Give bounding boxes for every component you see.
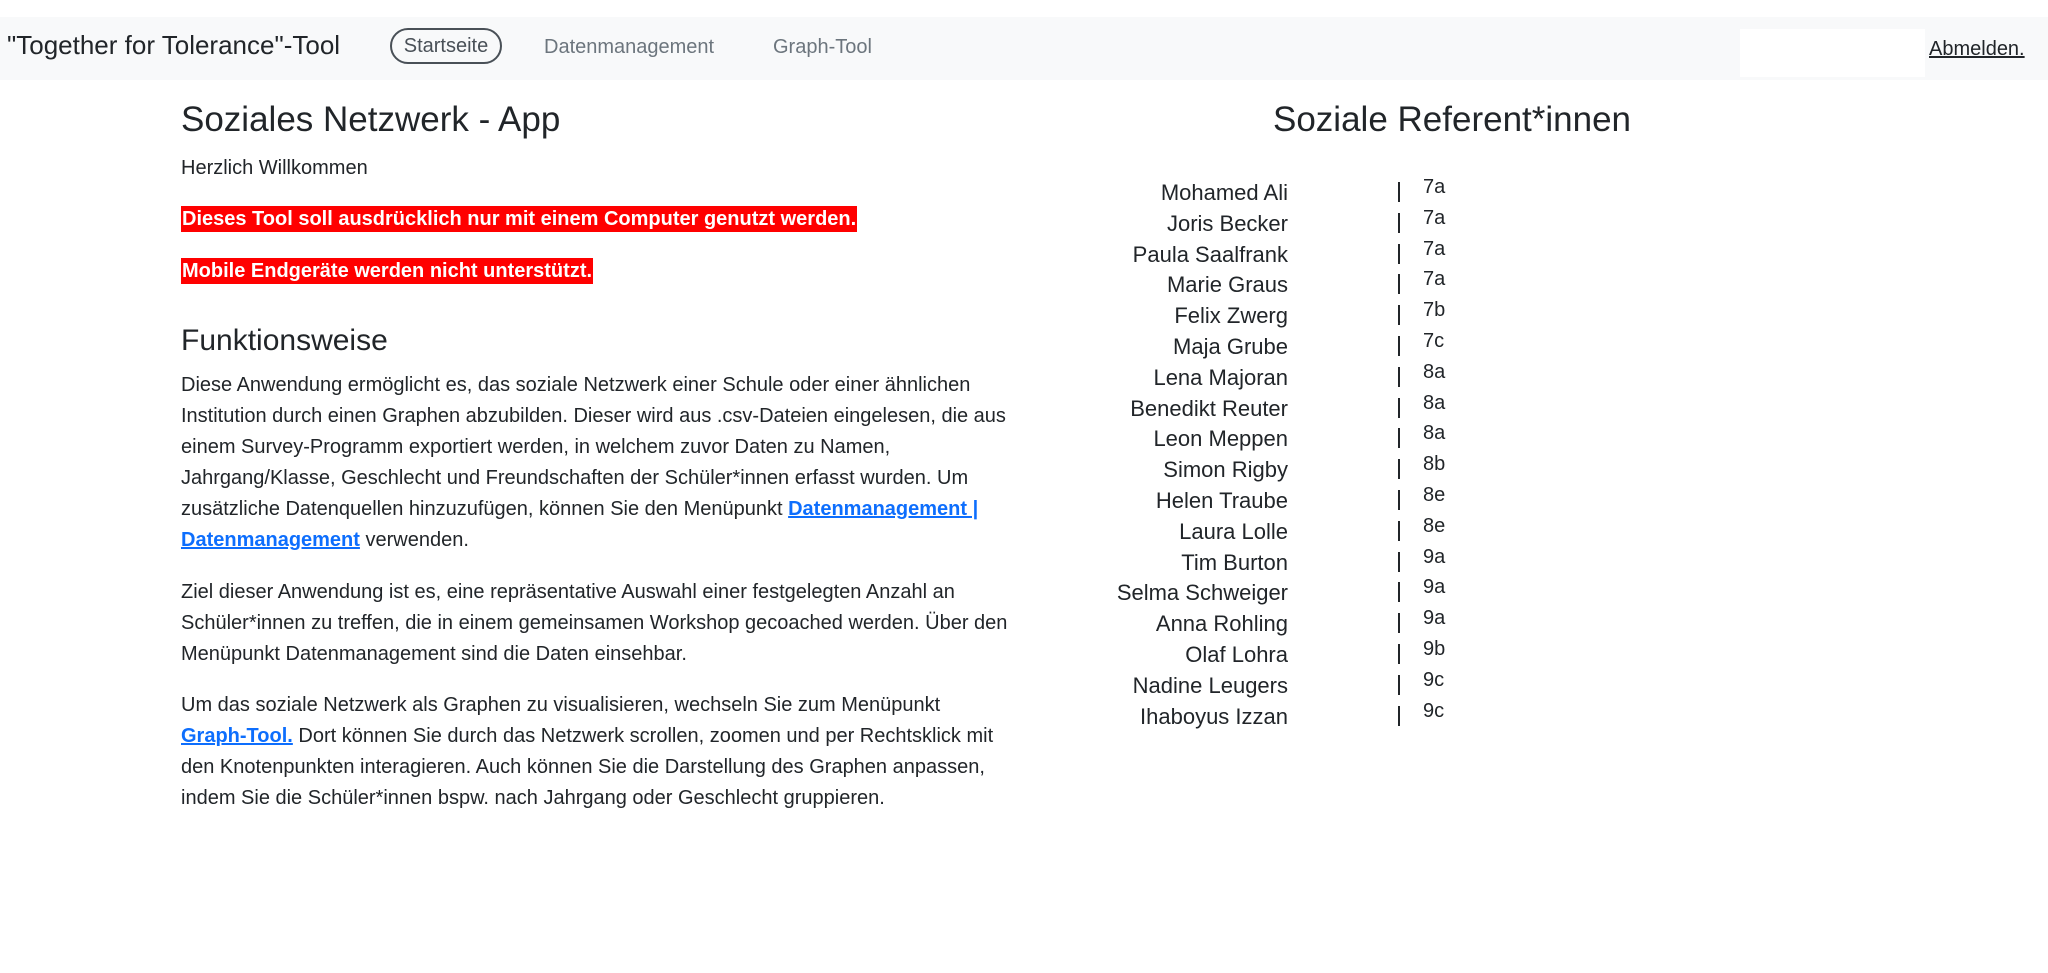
- referent-separator: [1398, 182, 1400, 202]
- paragraph-description: [181, 370, 1011, 556]
- referent-name: Olaf Lohra: [1185, 641, 1288, 667]
- logout-link[interactable]: Abmelden.: [1929, 38, 2025, 60]
- referent-row: [1100, 361, 1460, 392]
- referent-row: [1100, 453, 1460, 484]
- referent-row: [1100, 238, 1460, 269]
- referent-class: 9a: [1423, 545, 1446, 568]
- referent-class: 9c: [1423, 699, 1445, 722]
- paragraph-graph-tool-end: Dort können Sie durch das Netzwerk scrollen, zoomen und per Rechtsklick mit den Knotenpunkten interagieren. Auch können Sie die Darstellung des Graphen anpassen, indem Sie die Schüler*innen bspw. nach Jahrgang oder Geschlecht gruppieren.: [181, 725, 994, 809]
- referent-class: 7a: [1423, 206, 1446, 229]
- referent-class: 7c: [1423, 329, 1445, 352]
- referent-class: 7b: [1423, 299, 1446, 322]
- referent-row: [1100, 546, 1460, 577]
- nav-item-graph-tool[interactable]: Graph-Tool: [773, 36, 872, 58]
- section-title-funktionsweise: Funktionsweise: [181, 324, 388, 357]
- referent-name: Paula Saalfrank: [1132, 241, 1288, 267]
- referent-name: Joris Becker: [1166, 210, 1288, 236]
- referent-row: [1100, 422, 1460, 453]
- referent-class: 7a: [1423, 176, 1446, 198]
- referents-list: [1100, 176, 1460, 730]
- referent-name: Ihaboyus Izzan: [1140, 703, 1288, 729]
- referent-separator: [1398, 613, 1400, 633]
- paragraph-graph-tool-start: Um das soziale Netzwerk als Graphen zu visualisieren, wechseln Sie zum Menüpunkt: [181, 694, 941, 716]
- referent-row: [1100, 330, 1460, 361]
- referent-class: 9b: [1423, 637, 1446, 660]
- referent-row: [1100, 207, 1460, 238]
- referent-name: Anna Rohling: [1155, 611, 1288, 637]
- referent-name: Marie Graus: [1166, 272, 1288, 298]
- referent-name: Tim Burton: [1181, 549, 1288, 575]
- referent-row: [1100, 484, 1460, 515]
- referent-separator: [1398, 521, 1400, 541]
- referent-name: Leon Meppen: [1153, 426, 1288, 452]
- datenmanagement-link[interactable]: Datenmanagement | Datenmanagement: [181, 498, 979, 551]
- referent-name: Helen Traube: [1155, 487, 1288, 513]
- referent-separator: [1398, 398, 1400, 418]
- referent-separator: [1398, 274, 1400, 294]
- referent-row: [1100, 638, 1460, 669]
- referent-class: 7a: [1423, 268, 1446, 291]
- referent-separator: [1398, 336, 1400, 356]
- referent-separator: [1398, 582, 1400, 602]
- welcome-text: Herzlich Willkommen: [181, 157, 368, 179]
- referent-separator: [1398, 459, 1400, 479]
- paragraph-graph-tool: [181, 690, 1011, 814]
- referent-name: Mohamed Ali: [1160, 180, 1288, 205]
- warning-mobile-unsupported: Mobile Endgeräte werden nicht unterstützt.: [182, 260, 593, 282]
- referent-class: 9a: [1423, 607, 1446, 630]
- referent-separator: [1398, 644, 1400, 664]
- referent-row: [1100, 515, 1460, 546]
- referent-class: 8b: [1423, 453, 1446, 476]
- referent-class: 8e: [1423, 483, 1446, 506]
- referent-name: Felix Zwerg: [1174, 303, 1288, 329]
- referent-row: [1100, 700, 1460, 731]
- referent-separator: [1398, 706, 1400, 726]
- graph-tool-link[interactable]: Graph-Tool.: [181, 725, 293, 747]
- app-brand[interactable]: "Together for Tolerance"-Tool: [7, 30, 341, 60]
- referent-separator: [1398, 428, 1400, 448]
- nav-item-startseite[interactable]: Startseite: [390, 28, 502, 64]
- referent-row: [1100, 176, 1460, 207]
- referent-row: [1100, 392, 1460, 423]
- referent-name: Simon Rigby: [1163, 457, 1288, 483]
- referent-name: Benedikt Reuter: [1130, 395, 1288, 421]
- referent-name: Laura Lolle: [1179, 518, 1288, 544]
- referent-separator: [1398, 367, 1400, 387]
- nav-item-datenmanagement[interactable]: Datenmanagement: [544, 36, 715, 58]
- referent-row: [1100, 299, 1460, 330]
- paragraph-description-end: verwenden.: [359, 529, 469, 551]
- referent-name: Lena Majoran: [1153, 364, 1288, 390]
- referent-class: 8a: [1423, 391, 1446, 414]
- referent-row: [1100, 268, 1460, 299]
- referent-class: 7a: [1423, 237, 1446, 260]
- referent-name: Maja Grube: [1173, 333, 1288, 359]
- referent-row: [1100, 669, 1460, 700]
- paragraph-goal: Ziel dieser Anwendung ist es, eine repräsentative Auswahl einer festgelegten Anzahl an Schüler*innen zu treffen, die in einem gemeinsamen Workshop gecoached werden. Über den Menüpunkt Datenmanagement sind die Daten einsehbar.: [181, 581, 1008, 665]
- referent-name: Nadine Leugers: [1132, 672, 1288, 698]
- referent-class: 8a: [1423, 360, 1446, 383]
- referent-row: [1100, 607, 1460, 638]
- referent-name: Selma Schweiger: [1116, 580, 1288, 606]
- referent-separator: [1398, 490, 1400, 510]
- referent-separator: [1398, 244, 1400, 264]
- referent-row: [1100, 576, 1460, 607]
- referent-separator: [1398, 675, 1400, 695]
- paragraph-description-text: Diese Anwendung ermöglicht es, das soziale Netzwerk einer Schule oder einer ähnlichen Institution durch einen Graphen abzubilden. Dieser wird aus .csv-Dateien eingelesen, die aus einem Survey-Programm exportiert werden, in welchem zuvor Daten zu Namen, Jahrgang/Klasse, Geschlecht und Freundschaften der Schüler*innen erfasst wurden. Um zusätzliche Datenquellen hinzuzufügen, können Sie den Menüpunkt: [181, 374, 1006, 520]
- referent-class: 8e: [1423, 514, 1446, 537]
- referent-separator: [1398, 213, 1400, 233]
- referents-title: Soziale Referent*innen: [1273, 100, 1632, 139]
- referent-separator: [1398, 305, 1400, 325]
- referent-class: 9c: [1423, 668, 1445, 691]
- page-title: Soziales Netzwerk - App: [181, 100, 561, 139]
- referent-class: 8a: [1423, 422, 1446, 445]
- warning-computer-only: Dieses Tool soll ausdrücklich nur mit einem Computer genutzt werden.: [182, 208, 857, 230]
- referent-separator: [1398, 552, 1400, 572]
- navbar-blank-area: [1740, 29, 1925, 77]
- referent-class: 9a: [1423, 576, 1446, 599]
